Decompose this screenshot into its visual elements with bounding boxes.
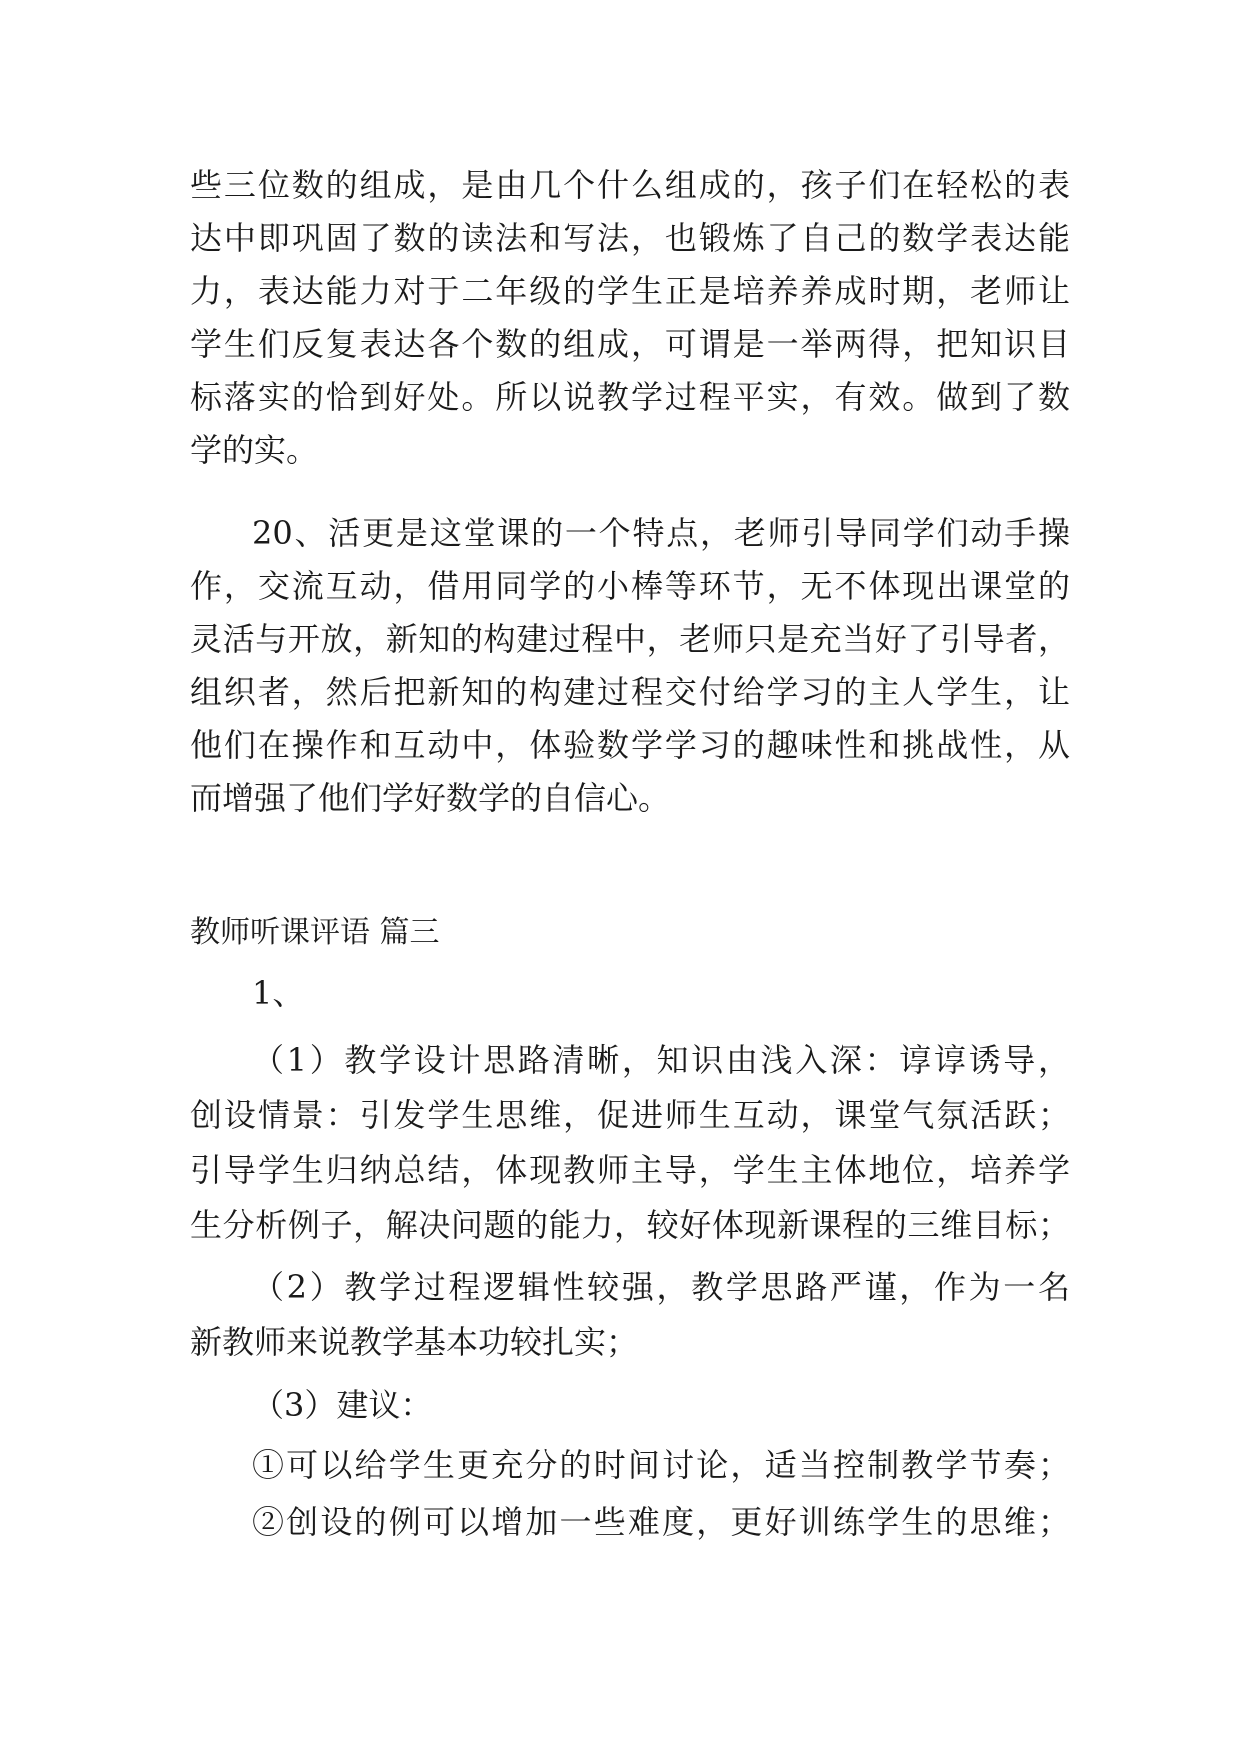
paragraph-2-line-6: 而增强了他们学好数学的自信心。 <box>190 779 671 817</box>
point-2-line-2: 新教师来说教学基本功较扎实； <box>190 1323 639 1361</box>
paragraph-1-line-4: 学生们反复表达各个数的组成，可谓是一举两得，把知识目 <box>190 325 1070 363</box>
paragraph-2-line-5: 他们在操作和互动中，体验数学学习的趣味性和挑战性，从 <box>190 726 1070 764</box>
point-3-heading: （3）建议： <box>252 1386 433 1424</box>
section-heading: 教师听课评语 篇三 <box>190 915 440 950</box>
paragraph-2-line-1: 20、活更是这堂课的一个特点，老师引导同学们动手操 <box>252 514 1070 552</box>
paragraph-2-line-3: 灵活与开放，新知的构建过程中，老师只是充当好了引导者， <box>190 620 1070 658</box>
point-1-line-3: 引导学生归纳总结，体现教师主导，学生主体地位，培养学 <box>190 1151 1070 1189</box>
point-2-line-1: （2）教学过程逻辑性较强，教学思路严谨，作为一名 <box>252 1268 1070 1306</box>
paragraph-2-line-2: 作，交流互动，借用同学的小棒等环节，无不体现出课堂的 <box>190 567 1070 605</box>
paragraph-1-line-3: 力，表达能力对于二年级的学生正是培养养成时期，老师让 <box>190 272 1070 310</box>
point-1-line-2: 创设情景：引发学生思维，促进师生互动，课堂气氛活跃； <box>190 1096 1070 1134</box>
point-1-line-4: 生分析例子，解决问题的能力，较好体现新课程的三维目标； <box>190 1206 1070 1244</box>
paragraph-2-line-4: 组织者，然后把新知的构建过程交付给学习的主人学生，让 <box>190 673 1070 711</box>
point-1-line-1: （1）教学设计思路清晰，知识由浅入深：谆谆诱导， <box>252 1041 1070 1079</box>
paragraph-1-line-2: 达中即巩固了数的读法和写法，也锻炼了自己的数学表达能 <box>190 219 1070 257</box>
paragraph-1-line-1: 些三位数的组成，是由几个什么组成的，孩子们在轻松的表 <box>190 166 1070 204</box>
suggestion-2: ②创设的例可以增加一些难度，更好训练学生的思维； <box>252 1503 1070 1541</box>
paragraph-1-line-5: 标落实的恰到好处。所以说教学过程平实，有效。做到了数 <box>190 378 1070 416</box>
suggestion-1: ①可以给学生更充分的时间讨论，适当控制教学节奏； <box>252 1446 1070 1484</box>
paragraph-1-line-6: 学的实。 <box>190 431 319 469</box>
item-number: 1、 <box>252 974 305 1012</box>
